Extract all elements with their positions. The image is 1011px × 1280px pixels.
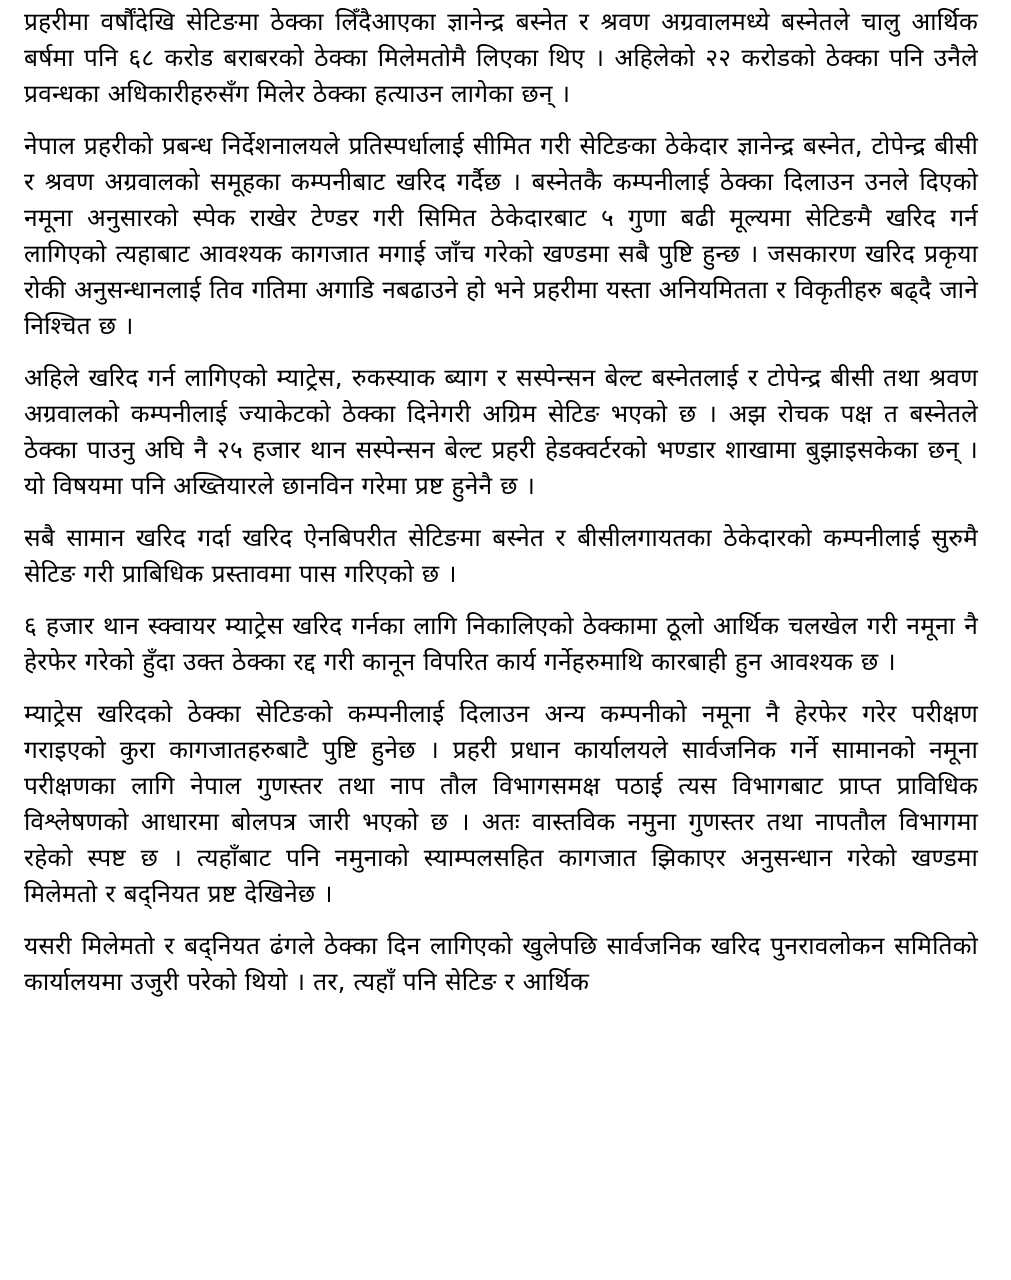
paragraph-4: सबै सामान खरिद गर्दा खरिद ऐनबिपरीत सेटिङमा बस्नेत र बीसीलगायतका ठेकेदारको कम्पनीलाई सुरुमै सेटिङ गरी प्राबिधिक प्रस्तावमा पास गरिएको छ ।	[24, 523, 978, 588]
paragraph-5: ६ हजार थान स्क्वायर म्याट्रेस खरिद गर्नका लागि निकालिएको ठेक्कामा ठूलो आर्थिक चलखेल गरी नमूना नै हेरफेर गरेको हुँदा उक्त ठेक्का रद्द गरी कानून विपरित कार्य गर्नेहरुमाथि कारबाही हुन आवश्यक छ ।	[24, 611, 978, 676]
paragraph-7: यसरी मिलेमतो र बद्नियत ढंगले ठेक्का दिन लागिएको खुलेपछि सार्वजनिक खरिद पुनरावलोकन समितिको कार्यालयमा उजुरी परेको थियो । तर, त्यहाँ पनि सेटिङ र आर्थिक	[24, 931, 978, 996]
document-page	[24, 4, 978, 1016]
paragraph-1: प्रहरीमा वर्षौंदेखि सेटिङमा ठेक्का लिँदैआएका ज्ञानेन्द्र बस्नेत र श्रवण अग्रवालमध्ये बस्नेतले चालु आर्थिक बर्षमा पनि ६८ करोड बराबरको ठेक्का मिलेमतोमै लिएका थिए । अहिलेको २२ करोडको ठेक्का पनि उनैले प्रवन्धका अधिकारीहरुसँग मिलेर ठेक्का हत्याउन लागेका छन् ।	[24, 7, 978, 108]
paragraph-3: अहिले खरिद गर्न लागिएको म्याट्रेस, रुकस्याक ब्याग र सस्पेन्सन बेल्ट बस्नेतलाई र टोपेन्द्र बीसी तथा श्रवण अग्रवालको कम्पनीलाई ज्याकेटको ठेक्का दिनेगरी अग्रिम सेटिङ भएको छ । अझ रोचक पक्ष त बस्नेतले ठेक्का पाउनु अघि नै २५ हजार थान सस्पेन्सन बेल्ट प्रहरी हेडक्वर्टरको भण्डार शाखामा बुझाइसकेका छन् । यो विषयमा पनि अख्तियारले छानविन गरेमा प्रष्ट हुनेनै छ ।	[24, 363, 978, 500]
paragraph-2: नेपाल प्रहरीको प्रबन्ध निर्देशनालयले प्रतिस्पर्धालाई सीमित गरी सेटिङका ठेकेदार ज्ञानेन्द्र बस्नेत, टोपेन्द्र बीसी र श्रवण अग्रवालको समूहका कम्पनीबाट खरिद गर्दैछ । बस्नेतकै कम्पनीलाई ठेक्का दिलाउन उनले दिएको नमूना अनुसारको स्पेक राखेर टेण्डर गरी सिमित ठेकेदारबाट ५ गुणा बढी मूल्यमा सेटिङमै खरिद गर्न लागिएको त्यहाबाट आवश्यक कागजात मगाई जाँच गरेको खण्डमा सबै पुष्टि हुन्छ । जसकारण खरिद प्रकृया रोकी अनुसन्धानलाई तिव गतिमा अगाडि नबढाउने हो भने प्रहरीमा यस्ता अनियमितता र विकृतीहरु बढ्दै जाने निश्चित छ ।	[24, 131, 978, 340]
paragraph-6: म्याट्रेस खरिदको ठेक्का सेटिङको कम्पनीलाई दिलाउन अन्य कम्पनीको नमूना नै हेरफेर गरेर परीक्षण गराइएको कुरा कागजातहरुबाटै पुष्टि हुनेछ । प्रहरी प्रधान कार्यालयले सार्वजनिक गर्ने सामानको नमूना परीक्षणका लागि नेपाल गुणस्तर तथा नाप तौल विभागसमक्ष पठाई त्यस विभागबाट प्राप्त प्राविधिक विश्लेषणको आधारमा बोलपत्र जारी भएको छ । अतः वास्तविक नमुना गुणस्तर तथा नापतौल विभागमा रहेको स्पष्ट छ । त्यहाँबाट पनि नमुनाको स्याम्पलसहित कागजात झिकाएर अनुसन्धान गरेको खण्डमा मिलेमतो र बद्नियत प्रष्ट देखिनेछ ।	[24, 699, 978, 908]
